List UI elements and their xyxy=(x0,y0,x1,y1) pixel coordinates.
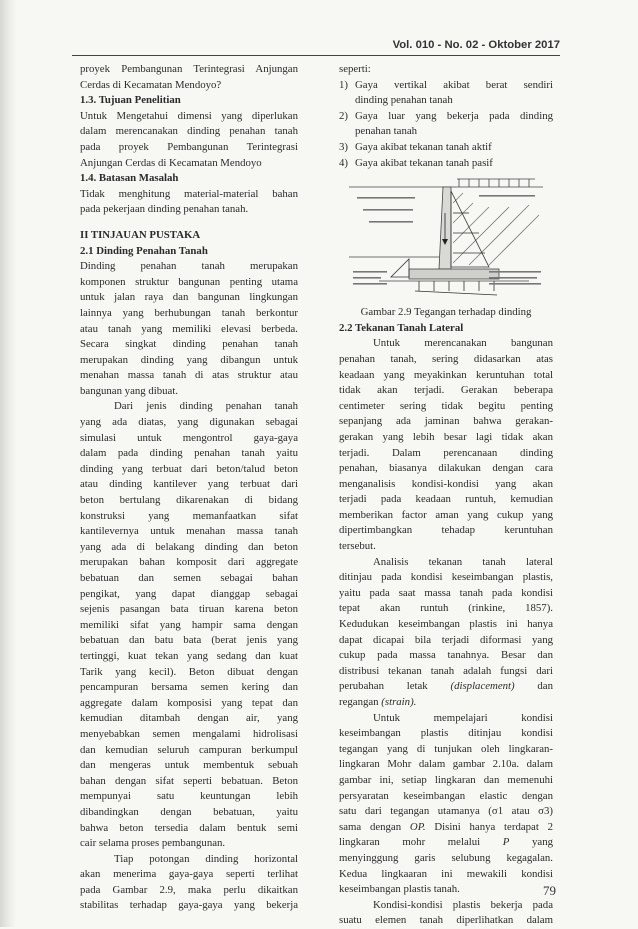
text-line: suatu elemen tanah diperlihatkan dalam xyxy=(339,914,553,927)
text-segment: lingkaran mohr melalui xyxy=(339,836,481,849)
list-item-text: Gaya akibat tekanan tanah pasif xyxy=(355,156,493,169)
text-line: gambar ini, setiap lingkaran dan memenuhi xyxy=(339,773,553,786)
text-line: pada Gambar 2.9, maka perlu dikaitkan xyxy=(80,883,298,896)
text-line: dinding yang terbuat dari beton/talud beton xyxy=(80,462,298,475)
text-line: centimeter sering tidak begitu penting xyxy=(339,399,553,412)
text-line: tertinggi, kuat tekan yang sedang dan kuat xyxy=(80,649,298,662)
text-line: Tarik yang kecil). Beton dibuat dengan xyxy=(80,665,298,678)
wall-footing xyxy=(409,269,499,279)
text-line: satu dari tegangan utamanya (σ1 atau σ3) xyxy=(339,805,553,818)
text-line: pengikat, yang dapat dianggap sebagai xyxy=(80,587,298,600)
text-line: merupakan bahan komposit dari aggregate xyxy=(80,556,298,569)
list-number: 1) xyxy=(339,78,348,91)
text-line: menyinggung garis selubung kegagalan. xyxy=(339,851,553,864)
text-line: Dari jenis dinding penahan tanah xyxy=(114,400,298,413)
text-line: Tidak menghitung material-material bahan xyxy=(80,187,298,200)
text-segment: yang xyxy=(532,836,553,849)
text-line: Untuk merencanakan bangunan xyxy=(373,337,553,350)
italic-term-displacement: (displacement) xyxy=(450,680,515,693)
text-line: bangunan yang dibuat. xyxy=(80,384,179,397)
text-line: sejenis pasangan bata tiruan karena beton xyxy=(80,603,298,616)
list-item xyxy=(339,156,553,172)
list-item-text: dinding penahan tanah xyxy=(355,94,453,107)
text-segment: Disini hanya terdapat 2 xyxy=(434,820,553,833)
text-line xyxy=(339,679,553,695)
list-number: 4) xyxy=(339,156,348,169)
text-line: akan menerima gaya-gaya seperti terlihat xyxy=(80,868,298,881)
text-line: dapat dicapai bila terjadi diformasi yang xyxy=(339,633,553,646)
text-line: penahan, biasanya dilakukan dengan cara xyxy=(339,462,553,475)
text-line: untuk jalan raya dan bangunan lingkungan xyxy=(80,291,298,304)
text-line: lingkaran Mohr dalam gambar 2.10a. dalam xyxy=(339,758,553,771)
text-segment: sama dengan xyxy=(339,820,402,833)
figure-retaining-wall-stress-diagram xyxy=(339,173,553,301)
text-line xyxy=(339,820,553,836)
text-line: ditinjau pada kondisi keseimbangan plastis, xyxy=(339,571,553,584)
section-heading-1-4: 1.4. Batasan Masalah xyxy=(80,172,179,185)
text-line: dalam merencanakan dinding penahan tanah xyxy=(80,125,298,138)
list-item-text: Gaya luar yang bekerja pada dinding xyxy=(355,109,553,122)
section-heading-2-2: 2.2 Tekanan Tanah Lateral xyxy=(339,321,464,334)
text-line: bahwa beton tersedia dalam bentuk semi xyxy=(80,821,298,834)
text-line: penahan tanah, sering didasarkan atas xyxy=(339,352,553,365)
left-column xyxy=(80,62,298,914)
text-line: sepanjang ada jaminan bahwa gerakan- xyxy=(339,415,553,428)
text-line: konstruksi yang memanfaatkan sifat xyxy=(80,509,298,522)
section-heading-1-3: 1.3. Tujuan Penelitian xyxy=(80,94,181,107)
text-line: Cerdas di Kecamatan Mendoyo? xyxy=(80,78,222,91)
text-line: distribusi tekanan tanah adalah fungsi dari xyxy=(339,664,553,677)
text-line: atau tanah yang memiliki elevasi berbeda. xyxy=(80,322,298,335)
text-line: Anjungan Cerdas di Kecamatan Mendoyo xyxy=(80,156,262,169)
text-line: cukup pada massa tanahnya. Besar dan xyxy=(339,649,553,662)
list-item xyxy=(339,78,553,94)
text-line: tepat akan runtuh (rinkine, 1857). xyxy=(339,602,553,615)
figure-caption: Gambar 2.9 Tegangan terhadap dinding xyxy=(360,306,532,319)
text-line: dibandingkan dengan bebatuan, yaitu xyxy=(80,805,298,818)
text-segment: regangan xyxy=(339,696,379,708)
list-item xyxy=(339,140,553,156)
text-line xyxy=(339,695,553,711)
text-line: bebatuan dan semen sebagai bahan xyxy=(80,572,298,584)
text-segment: perubahan letak xyxy=(339,680,428,693)
journal-volume-header: Vol. 010 - No. 02 - Oktober 2017 xyxy=(392,39,560,51)
text-line: tegangan yang di tunjukan oleh lingkaran- xyxy=(339,742,553,755)
text-line: Untuk Mengetahui dimensi yang diperlukan xyxy=(80,109,298,122)
text-line: Tiap potongan dinding horizontal xyxy=(114,852,298,865)
text-line: keseimbangan plastis tanah. xyxy=(339,883,460,896)
text-line: dan mengeras untuk membentuk sebuah xyxy=(80,759,298,772)
text-line: persyaratan keseimbangan elastic dengan xyxy=(339,789,553,802)
list-number: 3) xyxy=(339,140,348,153)
text-line: Analisis tekanan tanah lateral xyxy=(373,555,553,568)
text-line: bebatuan dan batu bata (berat jenis yang xyxy=(80,634,298,647)
text-line: Kedudukan keseimbangan plastis ini hanya xyxy=(339,618,553,631)
active-pressure-diagram xyxy=(451,191,489,267)
text-line: terjadi. Dalam perencanaan dinding xyxy=(339,446,553,459)
text-line: kantilevernya untuk menahan massa tanah xyxy=(80,525,298,538)
list-item xyxy=(339,109,553,125)
text-line: keseimbangan plastis ditinjau kondisi xyxy=(339,727,553,740)
text-line: simulasi untuk mengontrol gaya-gaya xyxy=(80,431,298,444)
text-line: Kedua lingkaaran ini mewakili kondisi xyxy=(339,867,553,880)
text-line: menahan massa tanah di atas struktur atau xyxy=(80,369,298,382)
text-line: tidak akan terjadi. Gerakan beberapa xyxy=(339,384,553,397)
scan-edge-shadow xyxy=(0,0,16,927)
text-line: yaitu pada saat massa tanah pada kondisi xyxy=(339,586,553,599)
section-heading-2-1: 2.1 Dinding Penahan Tanah xyxy=(80,244,208,257)
text-line: Untuk mempelajari kondisi xyxy=(373,711,553,724)
backfill-soil-hatch xyxy=(453,193,539,265)
right-column xyxy=(339,62,553,929)
text-line: Dinding penahan tanah merupakan xyxy=(80,260,298,273)
text-line: tersebut. xyxy=(339,540,376,553)
text-line: stabilitas terhadap gaya-gaya yang bekerja xyxy=(80,899,298,912)
text-line: pada pekerjaan dinding penahan tanah. xyxy=(80,203,249,216)
text-line: seperti: xyxy=(339,63,371,75)
text-line: pencampuran bersama semen kering dan xyxy=(80,681,298,694)
page-number: 79 xyxy=(543,883,556,898)
list-item-text: penahan tanah xyxy=(355,125,418,138)
text-line: pada proyek Pembangunan Terintegrasi xyxy=(80,140,298,153)
text-line xyxy=(339,835,553,851)
text-line: menganalisis kondisi-kondisi yang akan xyxy=(339,477,553,490)
text-line: bahan dengan sifat seperti bebatuan. Beton xyxy=(80,774,298,787)
base-reaction-arrows xyxy=(415,281,497,295)
list-item-text: Gaya akibat tekanan tanah aktif xyxy=(355,140,492,153)
text-line: merupakan dinding yang dibangun untuk xyxy=(80,353,298,366)
text-line: atau dinding kantilever yang terbuat dari xyxy=(80,478,298,491)
text-line: Kondisi-kondisi plastis bekerja pada xyxy=(373,898,553,911)
text-line: lainnya yang berhubungan tanah berkontur xyxy=(80,306,298,319)
chapter-heading-tinjauan-pustaka: II TINJAUAN PUSTAKA xyxy=(80,228,201,241)
text-line: proyek Pembangunan Terintegrasi Anjungan xyxy=(80,63,298,75)
passive-pressure-diagram xyxy=(391,259,409,277)
text-line: yang ada diatas, yang digunakan sebagai xyxy=(80,416,298,429)
text-line: Secara singkat dinding penahan tanah xyxy=(80,338,298,351)
text-line: komponen struktur bangunan penting utama xyxy=(80,275,298,288)
italic-term-strain: (strain). xyxy=(381,696,417,708)
text-line: gerakan yang lebih besar lagi tidak akan xyxy=(339,430,553,443)
text-line: menyebabkan semen mengalami hidrolisasi xyxy=(80,727,298,740)
text-line: cair selama proses pembangunan. xyxy=(80,837,226,850)
header-rule xyxy=(72,55,560,56)
list-number: 2) xyxy=(339,109,348,122)
italic-term-op: OP. xyxy=(409,820,426,833)
text-line: dan kemudian seluruh campuran berkumpul xyxy=(80,743,298,756)
text-line: mempunyai satu keuntungan lebih xyxy=(80,790,298,803)
italic-term-p: P xyxy=(502,836,510,849)
text-line: aggregate dalam komposisi yang tepat dan xyxy=(80,696,298,709)
text-line: yang ada di belakang dinding dan beton xyxy=(80,540,298,553)
text-line: terjadi pada keadaan runtuh, kemudian xyxy=(339,493,553,506)
text-line: dipertimbangkan tehadap keruntuhan xyxy=(339,524,553,537)
surcharge-load-marks xyxy=(457,179,535,187)
text-line: memberikan factor aman yang cukup yang xyxy=(339,508,553,521)
text-line: dalam pada dinding penahan tanah yaitu xyxy=(80,447,298,460)
text-line: keadaan yang meyakinkan keruntuhan total xyxy=(339,368,553,381)
list-item-text: Gaya vertikal akibat berat sendiri xyxy=(355,78,553,91)
text-line: memiliki sifat yang hampir sama dengan xyxy=(80,618,298,631)
text-line: kemudian ditambah dengan air, yang xyxy=(80,712,298,725)
text-line: beton bertulang dikarenakan di bidang xyxy=(80,494,298,507)
text-segment: dan xyxy=(537,680,553,693)
